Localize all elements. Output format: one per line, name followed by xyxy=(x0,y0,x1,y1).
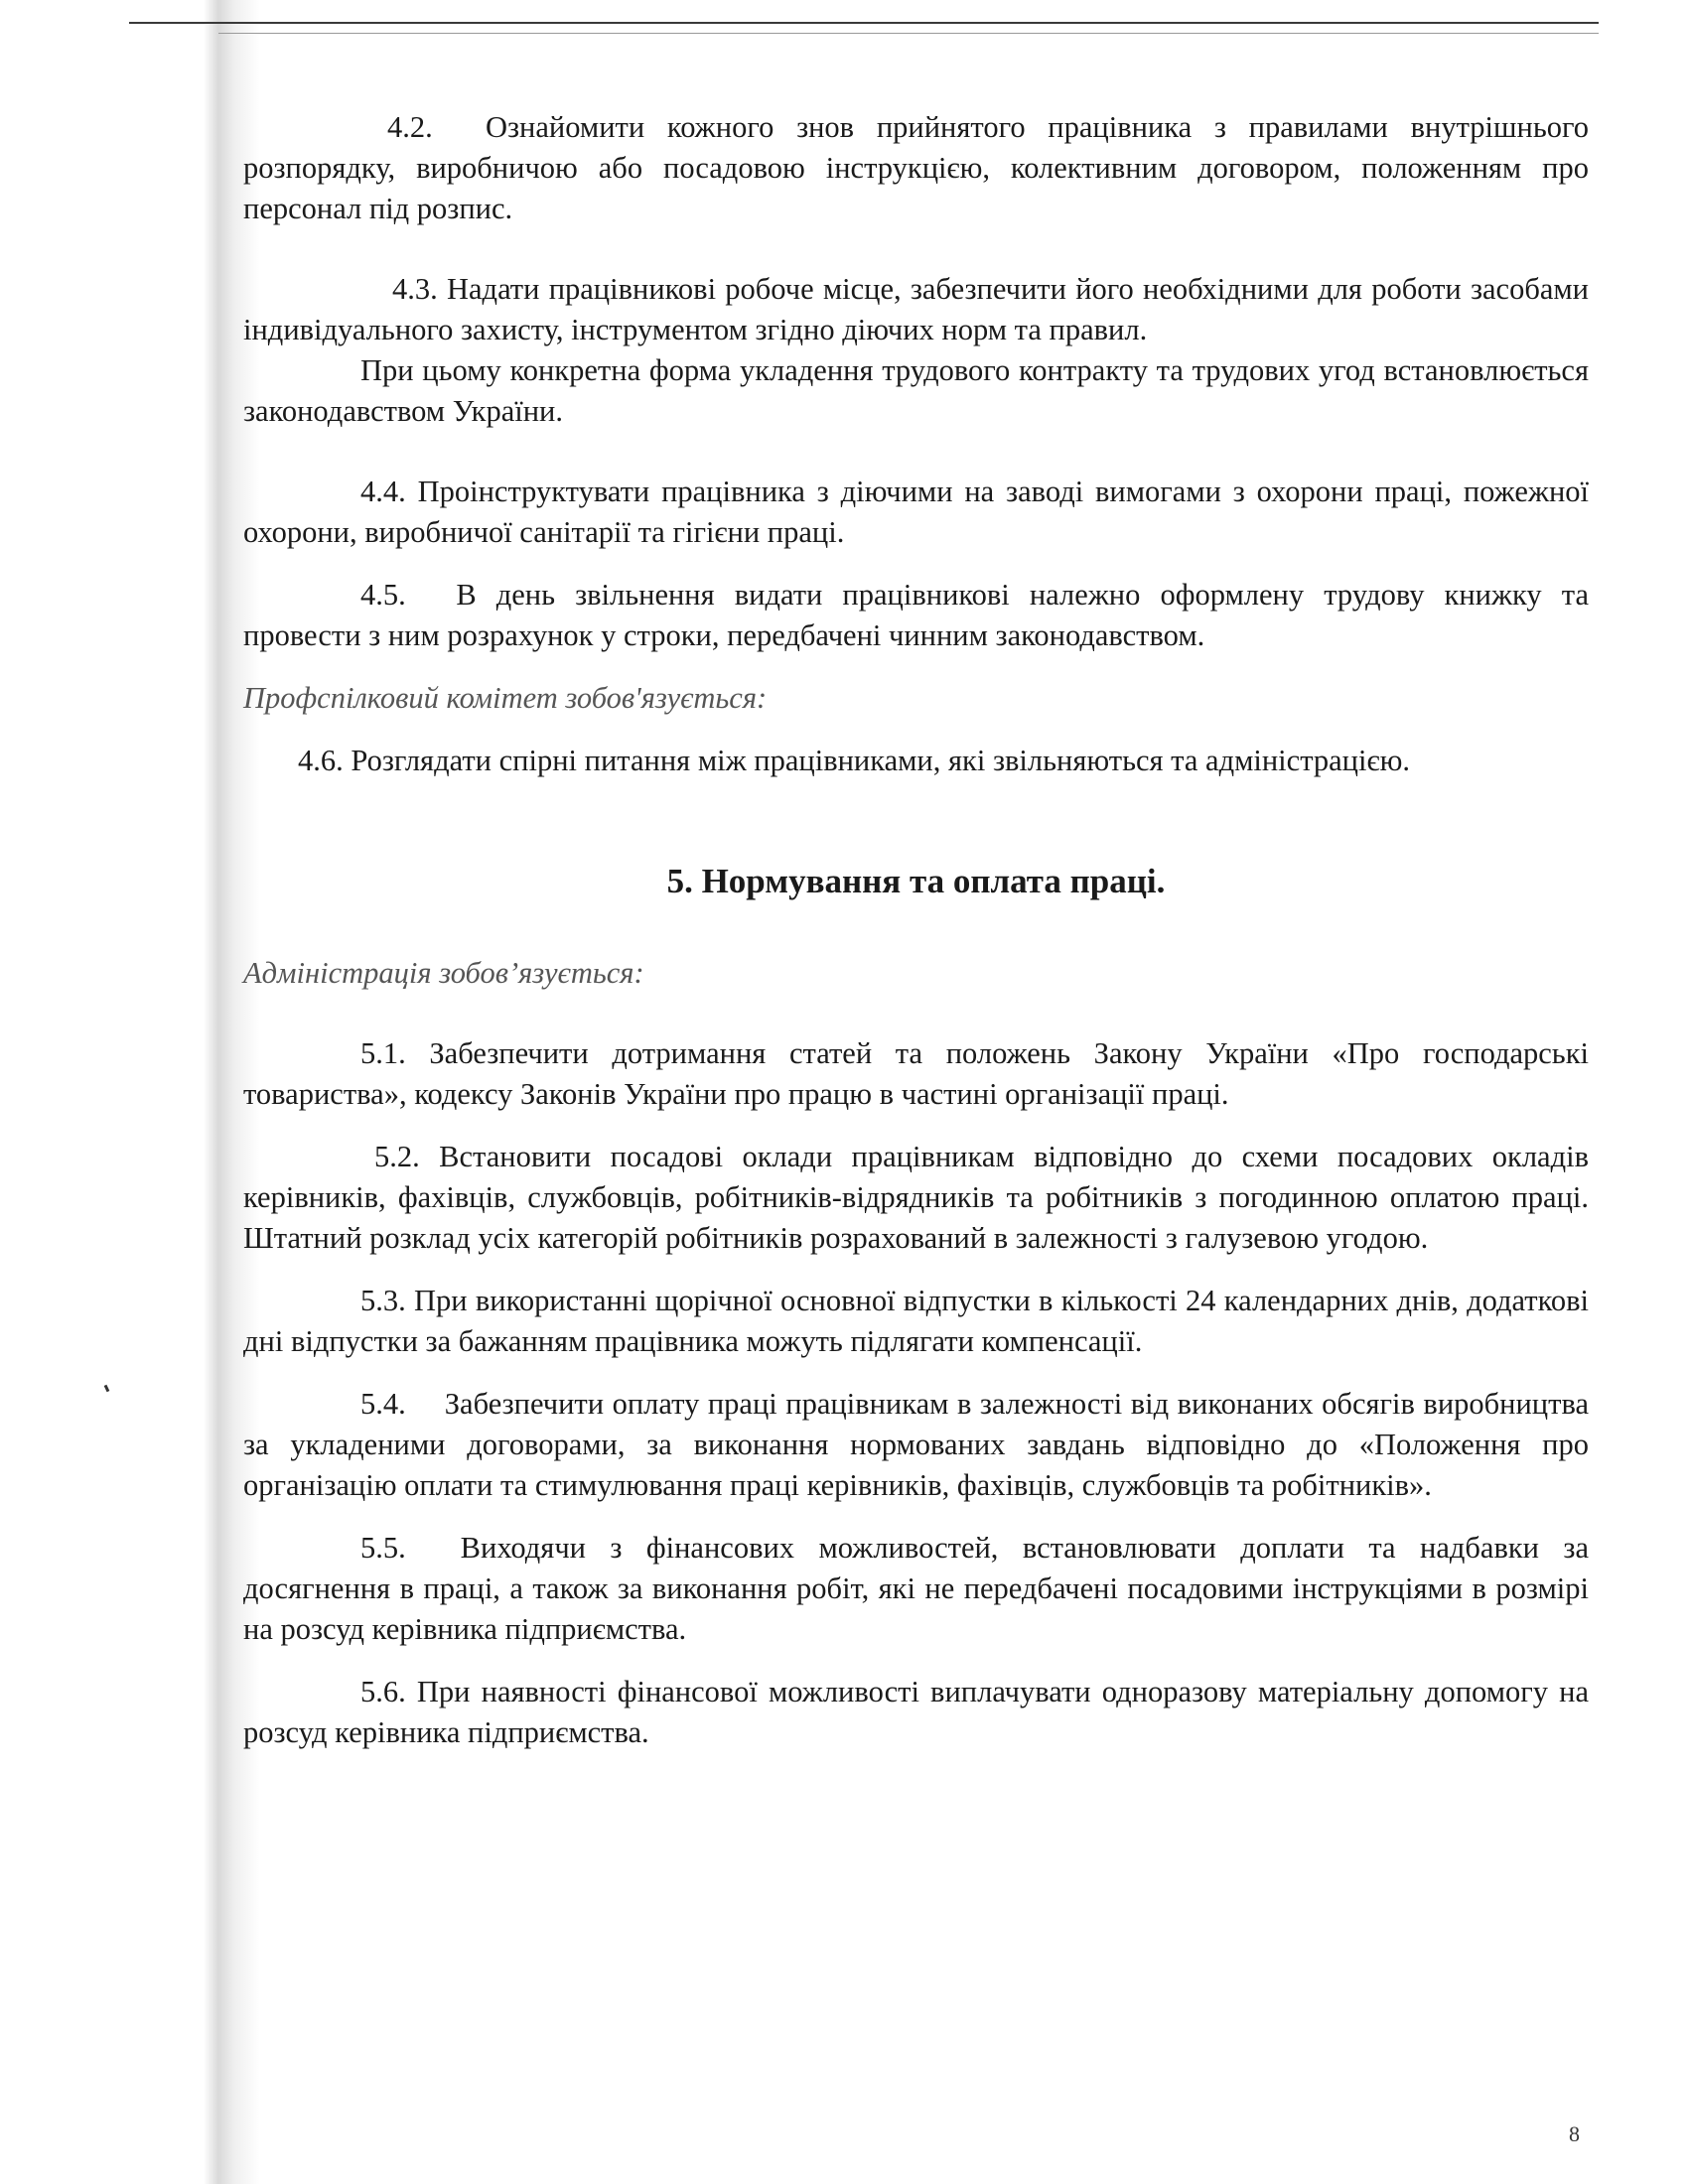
committee-label: Профспілковий комітет зобов'язується: xyxy=(243,681,768,715)
top-rule xyxy=(129,22,1599,24)
clause-5-2: 5.2. Встановити посадові оклади працівникам відповідно до схеми посадових окладів керівників, фахівців, службовців, робітників-відрядників та робітників з погодинною оплатою праці. Штатний розклад усіх категорій робітників розрахований в залежності з галузевою угодою. xyxy=(243,1140,1589,1255)
scan-binding-shadow xyxy=(0,0,268,2184)
clause-5-3: 5.3. При використанні щорічної основної відпустки в кількості 24 календарних днів, додаткові дні відпустки за бажанням працівника можуть підлягати компенсації. xyxy=(243,1284,1589,1358)
clause-5-6: 5.6. При наявності фінансової можливості виплачувати одноразову матеріальну допомогу на розсуд керівника підприємства. xyxy=(243,1675,1589,1749)
document-page xyxy=(243,107,1589,1753)
clause-4-2: 4.2. Ознайомити кожного знов прийнятого працівника з правилами внутрішнього розпорядку, виробничою або посадовою інструкцією, колективним договором, положенням про персонал під розпис. xyxy=(243,110,1589,225)
clause-4-3-note: При цьому конкретна форма укладення трудового контракту та трудових угод встановлюється законодавством України. xyxy=(243,353,1589,428)
clause-5-5: 5.5. Виходячи з фінансових можливостей, встановлювати доплати та надбавки за досягнення в праці, а також за виконання робіт, які не передбачені посадовими інструкціями в розмірі на розсуд керівника підприємства. xyxy=(243,1531,1589,1646)
top-rule-faint xyxy=(218,33,1599,34)
clause-4-4: 4.4. Проінструктувати працівника з діючими на заводі вимогами з охорони праці, пожежної охорони, виробничої санітарії та гігієни праці. xyxy=(243,475,1589,549)
clause-4-6: 4.6. Розглядати спірні питання між працівниками, які звільняються та адміністрацією. xyxy=(298,744,1410,777)
clause-4-3: 4.3. Надати працівникові робоче місце, забезпечити його необхідними для роботи засобами індивідуального захисту, інструментом згідно діючих норм та правил. xyxy=(243,272,1589,346)
administration-label: Адміністрація зобов’язується: xyxy=(243,956,644,990)
clause-4-5: 4.5. В день звільнення видати працівникові належно оформлену трудову книжку та провести з ним розрахунок у строки, передбачені чинним законодавством. xyxy=(243,578,1589,652)
clause-5-1: 5.1. Забезпечити дотримання статей та положень Закону України «Про господарські товариства», кодексу Законів України про працю в частині організації праці. xyxy=(243,1036,1589,1111)
clause-5-4: 5.4. Забезпечити оплату праці працівникам в залежності від виконаних обсягів виробництва за укладеними договорами, за виконання нормованих завдань відповідно до «Положення про організацію оплати та стимулювання праці керівників, фахівців, службовців та робітників». xyxy=(243,1387,1589,1502)
page-number: 8 xyxy=(1569,2121,1580,2146)
section-5-heading: 5. Нормування та оплата праці. xyxy=(666,862,1166,900)
